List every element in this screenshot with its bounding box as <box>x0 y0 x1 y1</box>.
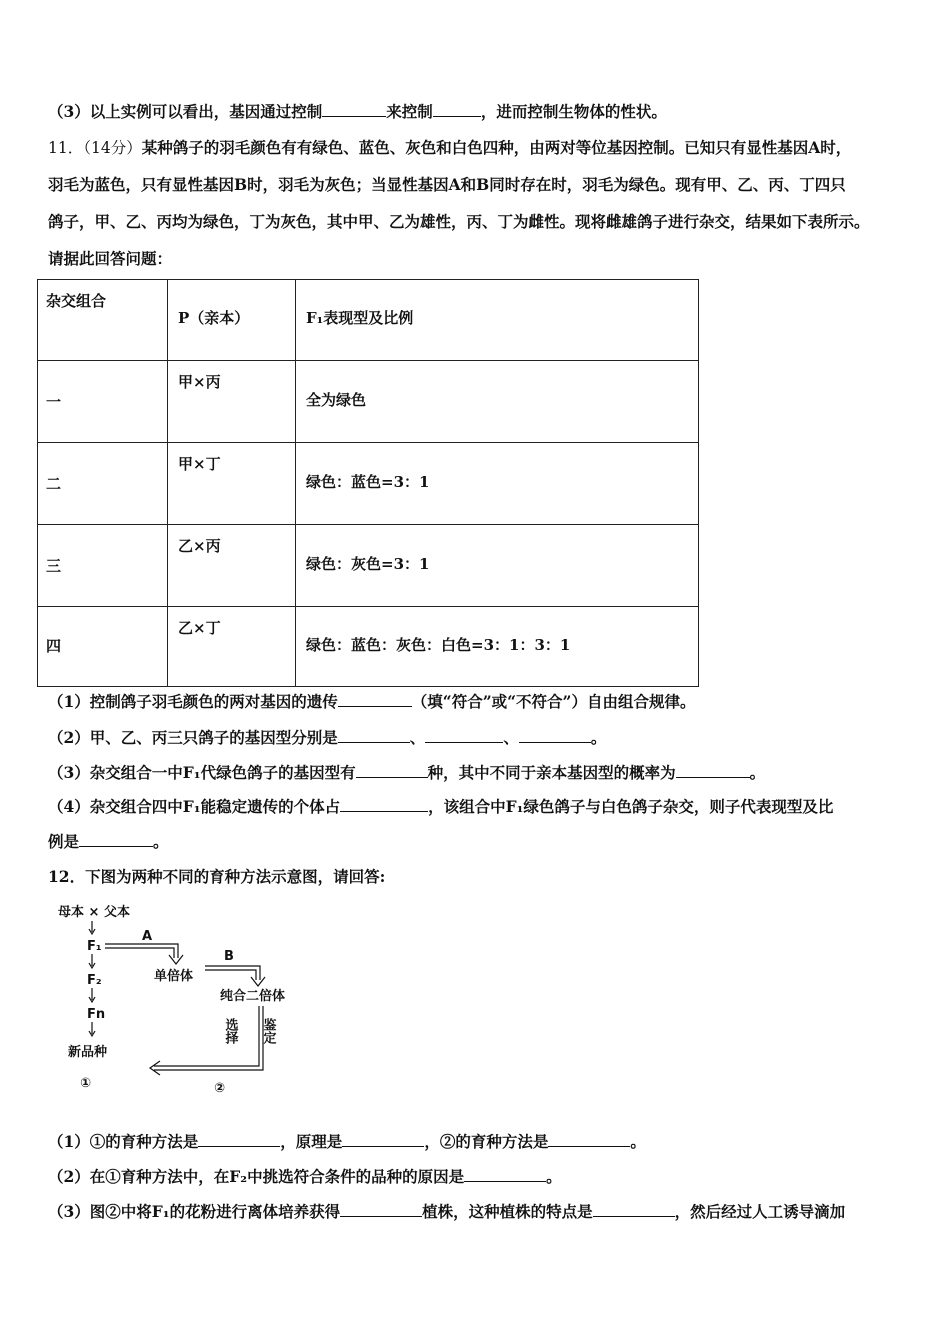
return-arrow <box>150 1006 263 1075</box>
answer-blank[interactable] <box>338 728 410 743</box>
haploid-label: 单倍体 <box>154 969 194 984</box>
q11-sub3: （3）杂交组合一中F₁代绿色鸽子的基因型有 种，其中不同于亲本基因型的概率为 。 <box>48 763 766 782</box>
new-variety-label: 新品种 <box>68 1045 108 1060</box>
arrow-a <box>105 944 183 964</box>
parents-label: 母本 × 父本 <box>58 905 130 920</box>
answer-blank[interactable] <box>433 102 481 117</box>
arrow-b-label: B <box>224 949 234 964</box>
table-row: 二 甲×丁 绿色：蓝色=3：1 <box>38 443 699 525</box>
q11-sub1: （1）控制鸽子羽毛颜色的两对基因的遗传 （填“符合”或“不符合”）自由组合规律。 <box>48 692 696 711</box>
header-cross-group: 杂交组合 <box>46 292 107 310</box>
table-row: 三 乙×丙 绿色：灰色=3：1 <box>38 525 699 607</box>
table-header-row <box>38 280 699 361</box>
answer-blank[interactable] <box>342 1132 424 1147</box>
f1-label: F₁ <box>87 939 102 954</box>
identify-label: 鉴定 <box>260 1018 276 1044</box>
q10-part3: （3）以上实例可以看出，基因通过控制 来控制 ，进而控制生物体的性状。 <box>48 102 667 121</box>
answer-blank[interactable] <box>519 728 591 743</box>
answer-blank[interactable] <box>464 1167 546 1182</box>
answer-blank[interactable] <box>593 1202 675 1217</box>
q11-sub2: （2）甲、乙、丙三只鸽子的基因型分别是 、 、 。 <box>48 728 607 747</box>
answer-blank[interactable] <box>198 1132 280 1147</box>
q11-intro-line4: 请据此回答问题： <box>48 249 173 268</box>
breeding-diagram <box>50 900 310 1100</box>
q12-title: 12．下图为两种不同的育种方法示意图，请回答: <box>48 867 386 886</box>
q11-intro-line3: 鸽子，甲、乙、丙均为绿色，丁为灰色，其中甲、乙为雄性，丙、丁为雌性。现将雌雄鸽子进行杂交，结果如下表所示。 <box>48 212 870 231</box>
answer-blank[interactable] <box>322 102 386 117</box>
pure-diploid-label: 纯合二倍体 <box>220 989 286 1004</box>
cross-results-table <box>37 279 699 687</box>
q12-sub2: （2）在①育种方法中，在F₂中挑选符合条件的品种的原因是 。 <box>48 1167 562 1186</box>
answer-blank[interactable] <box>340 797 428 812</box>
answer-blank[interactable] <box>425 728 503 743</box>
header-parents: P（亲本） <box>178 309 250 327</box>
method1-label: ① <box>80 1076 92 1091</box>
answer-blank[interactable] <box>676 763 750 778</box>
arrow-a-label: A <box>142 929 153 944</box>
table-row: 四 乙×丁 绿色：蓝色：灰色：白色=3：1：3：1 <box>38 607 699 687</box>
q12-sub3: （3）图②中将F₁的花粉进行离体培养获得 植株，这种植株的特点是 ，然后经过人工诱导滴加 <box>48 1202 846 1221</box>
q11-intro-line2: 羽毛为蓝色，只有显性基因B时，羽毛为灰色；当显性基因A和B同时存在时，羽毛为绿色。现有甲、乙、丙、丁四只 <box>48 175 846 194</box>
answer-blank[interactable] <box>356 763 428 778</box>
q11-sub4: （4）杂交组合四中F₁能稳定遗传的个体占 ，该组合中F₁绿色鸽子与白色鸽子杂交，则子代表现型及比 <box>48 797 834 816</box>
arrow-b <box>205 966 265 986</box>
header-f1-phenotype: F₁表现型及比例 <box>306 309 414 327</box>
select-label: 选择 <box>222 1018 238 1044</box>
answer-blank[interactable] <box>79 832 153 847</box>
fn-label: Fn <box>87 1007 106 1022</box>
method2-label: ② <box>214 1081 226 1096</box>
answer-blank[interactable] <box>338 692 412 707</box>
q11-sub4-cont: 例是 。 <box>48 832 169 851</box>
f2-label: F₂ <box>87 973 102 988</box>
table-row: 一 甲×丙 全为绿色 <box>38 361 699 443</box>
q11-intro-line1: 11．（14分）某种鸽子的羽毛颜色有有绿色、蓝色、灰色和白色四种，由两对等位基因控制。已知只有显性基因A时， <box>48 138 852 157</box>
answer-blank[interactable] <box>340 1202 422 1217</box>
answer-blank[interactable] <box>548 1132 630 1147</box>
q12-sub1: （1）①的育种方法是 ，原理是 ，②的育种方法是 。 <box>48 1132 646 1151</box>
